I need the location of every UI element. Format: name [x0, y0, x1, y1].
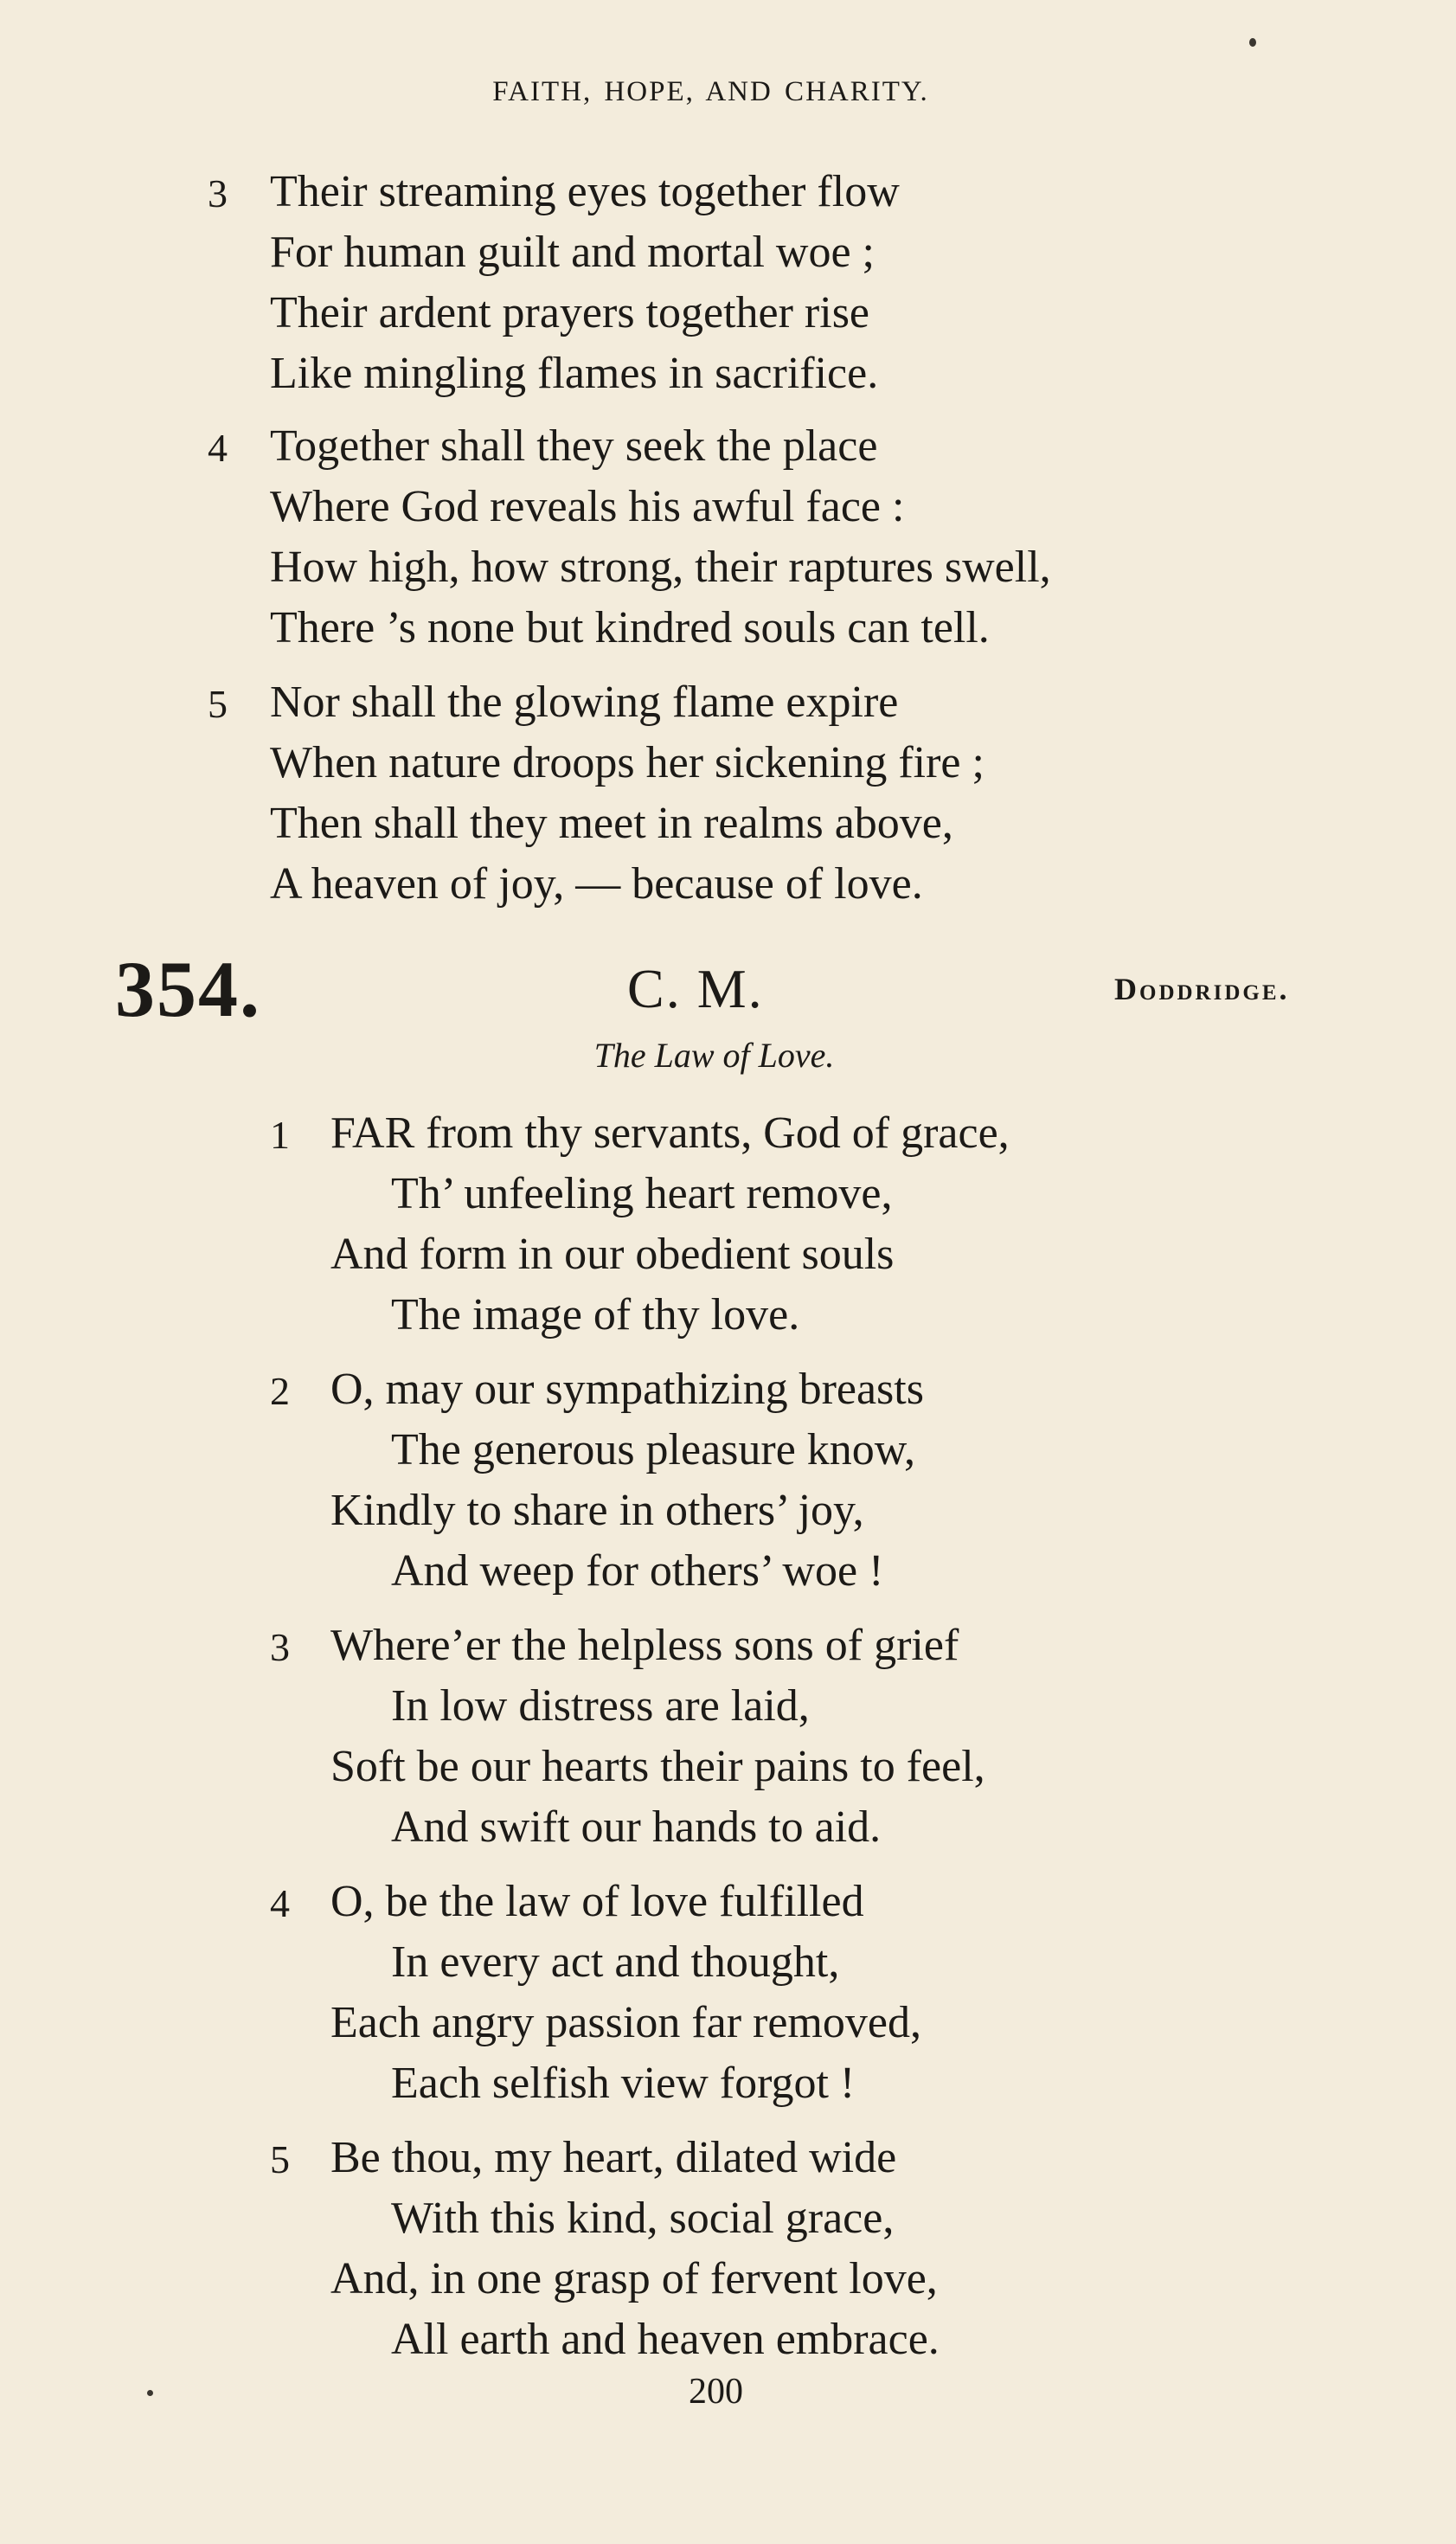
stanza-number: 3 [270, 1625, 290, 1669]
verse-line: In every act and thought, [391, 1937, 840, 1987]
verse-line: And weep for others’ woe ! [391, 1546, 884, 1596]
verse-line: There ’s none but kindred souls can tell. [270, 603, 990, 652]
verse-line: When nature droops her sickening fire ; [270, 738, 985, 787]
verse-line: Like mingling flames in sacrifice. [270, 349, 879, 398]
verse-line: Each selfish view forgot ! [391, 2059, 856, 2108]
stanza-number: 2 [270, 1369, 290, 1413]
verse-line: O, be the law of love fulfilled [330, 1877, 864, 1926]
hymn-meter: C. M. [627, 958, 764, 1019]
verse-line: Each angry passion far removed, [330, 1998, 921, 2047]
verse-line: Their streaming eyes together flow [270, 167, 900, 216]
stanza-number: 3 [208, 171, 228, 215]
verse-line: Where’er the helpless sons of grief [330, 1621, 959, 1670]
verse-line: And swift our hands to aid. [391, 1802, 882, 1852]
verse-line: A heaven of joy, — because of love. [270, 859, 923, 909]
verse-line: FAR from thy servants, God of grace, [330, 1108, 1010, 1158]
verse-line: Soft be our hearts their pains to feel, [330, 1742, 985, 1791]
verse-line: How high, how strong, their raptures swell, [270, 543, 1051, 592]
verse-line: Be thou, my heart, dilated wide [330, 2133, 897, 2182]
page-number: 200 [689, 2372, 743, 2412]
stanza-number: 1 [270, 1113, 290, 1157]
verse-line: And, in one grasp of fervent love, [330, 2254, 938, 2303]
stanza-number: 4 [208, 426, 228, 470]
hymn-title: The Law of Love. [593, 1036, 835, 1075]
running-head: FAITH, HOPE, AND CHARITY. [492, 76, 929, 107]
verse-line: Where God reveals his awful face : [270, 482, 905, 531]
verse-line: Nor shall the glowing flame expire [270, 678, 899, 727]
verse-line: Together shall they seek the place [270, 421, 878, 471]
verse-line: Th’ unfeeling heart remove, [391, 1169, 893, 1218]
verse-line: Their ardent prayers together rise [270, 288, 870, 337]
hymn-number: 354. [115, 945, 261, 1033]
verse-line: Then shall they meet in realms above, [270, 799, 953, 848]
verse-line: And form in our obedient souls [330, 1230, 895, 1279]
verse-line: The image of thy love. [391, 1290, 800, 1339]
verse-line: All earth and heaven embrace. [391, 2315, 940, 2364]
verse-line: With this kind, social grace, [391, 2194, 895, 2243]
verse-line: For human guilt and mortal woe ; [270, 228, 876, 277]
verse-line: In low distress are laid, [391, 1681, 810, 1731]
ink-speck [1249, 38, 1256, 47]
stanza-number: 5 [208, 682, 228, 726]
stanza-number: 5 [270, 2137, 290, 2181]
ink-speck [147, 2390, 153, 2396]
hymn-author: Doddridge. [1114, 972, 1290, 1006]
verse-line: O, may our sympathizing breasts [330, 1365, 924, 1414]
verse-line: The generous pleasure know, [391, 1425, 915, 1474]
verse-line: Kindly to share in others’ joy, [330, 1486, 864, 1535]
stanza-number: 4 [270, 1881, 290, 1925]
